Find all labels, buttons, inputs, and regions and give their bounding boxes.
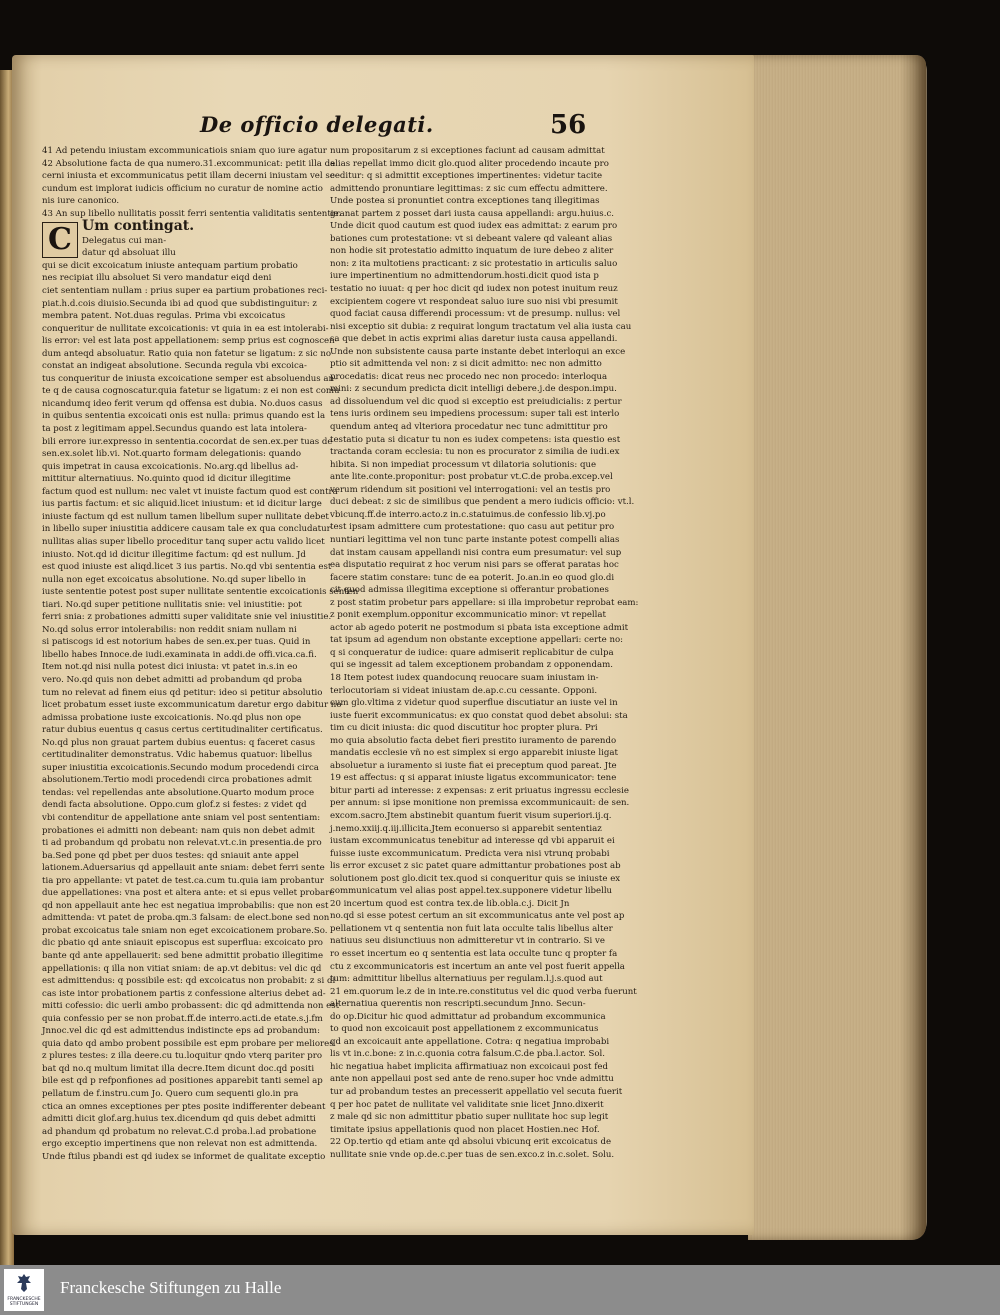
text-line: tur ad probandum testes an precesserit appellatio vel secuta fuerit <box>330 1087 623 1098</box>
text-line: lis vt in.c.bone: z in.c.quonia cotra falsum.C.de pba.l.actor. Sol. <box>330 1049 605 1060</box>
text-line: admitti dicit glof.arg.huius tex.dicendum qd quis debet admitti <box>42 1114 316 1125</box>
text-line: super iniustitia excoicationis.Secundo modum procedendi circa <box>42 762 319 773</box>
text-line: ferri snia: z probationes admitti super validitate snie vel iniustitie. <box>42 612 332 623</box>
text-line: z ponit exemplum.opponitur excommunicatio minor: vt repellat <box>330 610 607 621</box>
text-line: licet probatum esset iuste excommunicatum daretur ergo dabitur no <box>42 700 342 711</box>
text-line: nisi exceptio sit dubia: z requirat longum tractatum vel alia iusta cau <box>330 321 632 332</box>
text-line: cas iste intor probationem partis z confessione alterius debet ad- <box>42 988 326 999</box>
text-line: pellatum de f.instru.cum Jo. Quero cum sequenti glo.in pra <box>42 1089 299 1100</box>
text-line: tim cu dicit iniusta: dic quod discutitur hoc propter plura. Pri <box>330 723 598 734</box>
text-line: timitate ipsius appellationis quod non placet Hostien.nec Hof. <box>330 1124 600 1135</box>
text-line: membra patent. Not.duas regulas. Prima vbi excoicatus <box>42 311 286 322</box>
text-line: tens iuris ordinem seu impediens processum: super tali est interlo <box>330 409 620 420</box>
text-line: fuisse iuste excommunicatum. Predicta vera nisi vtrunq probabi <box>330 848 610 859</box>
text-line: testatio no iuuat: q per hoc dicit qd iudex non potest inuitum reuz <box>330 284 618 295</box>
text-line: z male qd sic non admittitur pbatio super nullitate hoc sup legit <box>330 1112 609 1123</box>
text-line: quod faciat causa differendi processum: vt de presump. nullus: vel <box>330 309 621 320</box>
text-line: procedatis: dicat reus nec procedo nec non procedo: interloqua <box>330 371 608 382</box>
text-line: solutionem post glo.dicit tex.quod si conqueritur quis se iniuste ex <box>330 873 621 884</box>
text-line: lis error excuset z sic patet quare admittantur probationes post ab <box>330 861 621 872</box>
text-line: est quod iniuste est aliqd.licet 3 ius partis. No.qd vbi sententia est <box>42 562 332 573</box>
text-line: dat instam causam appellandi nisi contra eum presumatur: vel sup <box>330 547 622 558</box>
text-line: admissa probatione iuste excoicationis. No.qd plus non ope <box>42 712 302 723</box>
text-line: piat.h.d.cois diuisio.Secunda ibi ad quod que subdistinguitur: z <box>42 298 317 309</box>
text-line: bili errore iur.expresso in sententia.cocordat de sen.ex.per tuas de <box>42 436 333 447</box>
text-line: 22 Op.tertio qd etiam ante qd absolui vbicunq erit excoicatus de <box>330 1137 612 1148</box>
left-text-column <box>42 145 359 1162</box>
text-line: Unde ftilus pbandi est qd iudex se informet de qualitate exceptio <box>42 1151 326 1162</box>
text-line: iustam excommunicatus tenebitur ad interesse qd vbi apparuit ei <box>330 836 615 847</box>
text-line: ergo exceptio impertinens que non relevat non est admittenda. <box>42 1139 318 1150</box>
text-line: ptio sit admittenda vel non: z si dicit admitto: nec non admitto <box>330 359 602 370</box>
running-head: De officio delegati. <box>200 112 434 137</box>
text-line: iniusto. Not.qd id dicitur illegitime factum: qd est nullum. Jd <box>42 549 306 560</box>
text-line: mitti cofessio: dic uerli ambo probassent: dic qd admittenda non est <box>42 1001 340 1012</box>
text-line: z plures testes: z illa deere.cu tu.loquitur qndo vterq pariter pro <box>42 1051 323 1062</box>
text-line: tum no relevat ad finem eius qd petitur: ideo si petitur absolutio <box>42 687 323 698</box>
text-line: Delegatus cui man- <box>82 235 167 246</box>
summary-line: nis iure canonico. <box>42 196 120 207</box>
text-line: nullitate snie vnde op.de.c.per tuas de sen.exco.z in.c.solet. Solu. <box>330 1149 615 1160</box>
text-line: probationes ei admitti non debeant: nam quis non debet admit <box>42 825 315 836</box>
text-line: 18 Item potest iudex quandocunq reuocare suam iniustam in- <box>330 672 599 683</box>
text-line: tat ipsum ad agendum non obstante exceptione appellari: certe no: <box>330 635 624 646</box>
text-line: conqueritur de nullitate excoicationis: vt quia in ea est intolerabi- <box>42 323 329 334</box>
text-line: absolutionem.Tertio modi procedendi circa probationes admit <box>42 775 312 786</box>
text-line: nulla non eget excoicatus absolutione. No.qd super libello in <box>42 574 307 585</box>
text-line: hibita. Si non impediat processum vt dilatoria solutionis: que <box>330 459 597 470</box>
text-line: admittendo pronuntiare legittimas: z sic cum effectu admittere. <box>330 183 608 194</box>
text-line: Unde postea si pronuntiet contra exceptiones tanq illegitimas <box>330 196 600 207</box>
text-line: sa que debet in actis exprimi alias daretur iusta causa appellandi. <box>330 334 618 345</box>
text-line: lis error: vel est lata post appellationem: semp prius est cognoscen- <box>42 336 338 347</box>
text-line: no.qd si esse potest certum an sit excommunicatus ante vel post ap <box>330 911 625 922</box>
text-line: ctu z excommunicatoris est incertum an ante vel post fuerit appella <box>330 961 625 972</box>
text-line: Jnnoc.vel dic qd est admittendus indistincte eps ad probandum: <box>42 1026 320 1037</box>
text-line: Item not.qd nisi nulla potest dici iniusta: vt patet in.s.in eo <box>42 662 298 673</box>
text-line: No.qd plus non grauat partem dubius euentus: q faceret casus <box>42 737 315 748</box>
text-line: to quod non excoicauit post appellationem z excommunicatus <box>330 1024 599 1035</box>
summary-line: cundum est implorat iudicis officium no curatur de nomine actio <box>42 183 323 194</box>
text-line: bante qd ante appellauerit: sed bene admittit probatio illegitime <box>42 951 324 961</box>
logo-caption: FRANCKESCHE STIFTUNGEN <box>7 1297 41 1307</box>
text-line: nicandumq ideo ferit verum qd offensa est dubia. No.duos casus <box>42 398 323 409</box>
text-line: q per hoc patet de nullitate vel validitate snie licet Jnno.dixerit <box>330 1099 604 1110</box>
text-line: in quibus sententia excoicati onis est nulla: primus quando est la <box>42 411 326 422</box>
text-line: per annum: si ipse monitione non premissa excommunicauit: de sen. <box>330 798 630 809</box>
text-line: quia confessio per se non probat.ff.de interro.acti.de etate.s.j.fm <box>42 1013 323 1024</box>
text-line: iuste sententie potest post super nullitate sententie excoicationis senten <box>42 587 359 598</box>
text-line: 21 em.quorum le.z de in inte.re.constitutus vel dic quod verba fuerunt <box>330 986 637 997</box>
incipit: Um contingat. <box>82 218 195 235</box>
text-line: nuntiari legittima vel non tunc parte instante potest compelli alias <box>330 534 620 545</box>
text-line: nes recipiat illu absoluet Si vero mandatur eiqd deni <box>42 273 272 284</box>
text-line: hic negatiua habet implicita affirmatiuaz non excoicaui post fed <box>330 1061 608 1072</box>
text-line: sen.ex.solet lib.vi. Not.quarto formam delegationis: quando <box>42 449 302 460</box>
text-line: ctica an omnes exceptiones per ptes posite indifferenter debeant <box>42 1101 326 1112</box>
text-line: tus conqueritur de iniusta excoicatione semper est absoluendus an- <box>42 373 337 384</box>
text-line: vbicunq.ff.de interro.acto.z in.c.statuimus.de confessio lib.vj.po <box>330 509 606 520</box>
text-line: tendas: vel repellendas ante absolutione.Quarto modum proce <box>42 787 315 798</box>
text-line: ad dissoluendum vel dic quod si exceptio est preiudicialis: z pertur <box>330 396 622 407</box>
text-line: cit quod admissa illegitima exceptione si offerantur probationes <box>330 585 609 596</box>
text-line: quis impetrat in causa excoicationis. No.arg.qd libellus ad- <box>42 461 299 472</box>
text-line: No.qd solus error intolerabilis: non reddit sniam nullam ni <box>42 624 297 635</box>
text-line: certitudinaliter demonstratus. Vdic habemus quatuor: libellus <box>42 750 313 761</box>
text-line: ba.Sed pone qd pbet per duos testes: qd sniauit ante appel <box>42 850 299 861</box>
text-line: ta post z legitimam appel.Secundus quando est lata intolera- <box>42 424 307 435</box>
text-line: num propositarum z si exceptiones faciunt ad causam admittat <box>330 146 605 156</box>
text-line: communicatum vel alias post appel.tex.supponere videtur libellu <box>330 886 613 897</box>
text-line: iuste fuerit excommunicatus: ex quo constat quod debet absolui: sta <box>330 710 628 721</box>
text-line: ti ad probandum qd probatu non relevat.vt.c.in presentia.de pro <box>42 838 322 849</box>
text-line: datur qd absoluat illu <box>82 248 176 259</box>
eagle-emblem-icon <box>16 1273 32 1293</box>
text-line: mini: z secundum predicta dicit intelligi debere.j.de despon.impu. <box>330 384 617 395</box>
text-line: bile est qd p refponfiones ad positiones apparebit tanti semel ap <box>42 1076 323 1087</box>
text-line: est admittendus: q possibile est: qd excoicatus non probabit: z si di <box>42 976 336 987</box>
institution-logo <box>4 1269 44 1311</box>
text-line: bationes cum protestatione: vt si debeant valere qd valeant alias <box>330 233 613 244</box>
text-line: 19 est affectus: q si apparat iniuste ligatus excommunicator: tene <box>330 773 617 784</box>
text-line: nullitas alias super libello proceditur tanq super actu valido licet <box>42 536 325 547</box>
text-line: te q de causa cognoscatur.quia fatetur se ligatum: z ei non est comu <box>42 386 340 397</box>
text-line: ea disputatio requirat z hoc verum nisi pars se offerat paratas hoc <box>330 560 619 571</box>
text-line: appellationis: q illa non vitiat sniam: de ap.vt debitus: vel dic qd <box>42 963 322 974</box>
text-line: iure impertinentium no admittendorum.hosti.dicit quod ista p <box>330 271 599 282</box>
text-line: z post statim probetur pars appellare: si illa improbetur reprobat eam: <box>330 597 639 608</box>
text-line: verum ridendum sit positioni vel interrogationi: vel an testis pro <box>330 484 611 495</box>
text-line: bitur parti ad interesse: z expensas: z erit priuatus ingressu ecclesie <box>330 785 629 796</box>
institution-name: Franckesche Stiftungen zu Halle <box>60 1278 282 1297</box>
text-line: admittenda: vt patet de proba.qm.3 falsam: de elect.bone sed non <box>42 913 330 924</box>
text-line: ius partis factum: et sic aliquid.licet iniustum: et id dicitur large <box>42 499 322 510</box>
text-line: j.nemo.xxiij.q.iij.illicita.Jtem econuerso si apparebit sententiaz <box>330 823 602 834</box>
text-line: dum anteqd absoluatur. Ratio quia non fatetur se ligatum: z sic no <box>42 348 332 359</box>
text-line: ratur dubius euentus q casus certus certitudinaliter certificatus. <box>42 725 323 736</box>
text-line: granat partem z posset dari iusta causa appellandi: argu.huius.c. <box>330 208 614 219</box>
page-fore-edge <box>748 55 926 1240</box>
text-line: mandatis ecclesie vñ no est simplex si ergo apparebit iniuste ligat <box>330 748 618 759</box>
text-line: pellationem vt q sententia non fuit lata occulte talis libellus alter <box>330 923 613 934</box>
text-line: alias repellat immo dicit glo.quod aliter procedendo incaute pro <box>330 158 609 169</box>
right-text-column <box>330 145 639 1160</box>
text-line: qui se ingessit ad talem exceptionem probandam z opponendam. <box>330 660 613 671</box>
text-line: q si conqueratur de iudice: quare admiserit replicabitur de culpa <box>330 647 614 658</box>
text-line: tia pro appellante: vt patet de test.ca.cum tu.quia iam probantur <box>42 875 324 886</box>
page-number: 56 <box>550 110 587 140</box>
text-line: vbi contenditur de appellatione ante sniam vel post sententiam: <box>42 812 321 823</box>
text-line: natiuus seu disiunctiuus non admitteretur vt in contrario. Si ve <box>330 936 605 947</box>
summary-line: 41 Ad petendu iniustam excommunicatiois sniam quo iure agatur <box>42 146 327 156</box>
text-line: quia dato qd ambo probent possibile est epm probare per meliores <box>42 1038 334 1049</box>
text-line: qd an excoicauit ante appellatione. Cotra: q negatiua improbabi <box>330 1036 610 1047</box>
text-line: vero. No.qd quis non debet admitti ad probandum qd proba <box>42 674 303 685</box>
text-line: ceditur: q si admittit exceptiones impertinentes: videtur tacite <box>330 171 603 182</box>
text-line: probat excoicatus tale sniam non eget excoicationem probare.So. <box>42 925 328 936</box>
text-line: cum glo.vltima z videtur quod superflue discutiatur an iuste vel in <box>330 698 618 709</box>
text-line: factum quod est nullum: nec valet vt inuiste factum quod est contra <box>42 486 338 497</box>
text-line: excom.sacro.Jtem abstinebit quantum fuerit visum superiori.ij.q. <box>330 810 612 821</box>
text-line: iniuste factum qd est nullum tamen libellum super nullitate debet <box>42 511 329 522</box>
text-line: libello habes Innoce.de iudi.examinata in addi.de offi.vica.ca.fi. <box>42 649 317 660</box>
text-line: si patiscogs id est notorium habes de sen.ex.per tuas. Quid in <box>42 637 311 648</box>
text-line: tractanda coram ecclesia: tu non es procurator z similia de iudi.ex <box>330 447 620 458</box>
text-line: absoluetur a iuramento si iuste fiat ei preceptum quod pareat. Jte <box>330 760 617 771</box>
text-line: test ipsam admittere cum protestatione: quo casu aut petitur pro <box>330 522 615 533</box>
text-line: tum: admittitur libellus alternatiuus per regulam.l.j.s.quod aut <box>330 974 603 985</box>
text-line: ante lite.conte.proponitur: post probatur vt.C.de proba.excep.vel <box>330 472 613 483</box>
text-line: 20 incertum quod est contra tex.de lib.obla.c.j. Dicit Jn <box>330 898 570 909</box>
text-line: duci debeat: z sic de similibus que pendent a mero iudicis officio: vt.l. <box>330 497 635 508</box>
text-line: lationem.Aduersarius qd appellauit ante sniam: debet ferri sente <box>42 863 325 874</box>
text-line: ciet sententiam nullam : prius super ea partium probationes reci- <box>42 286 328 297</box>
text-line: dendi facta absolutione. Oppo.cum glof.z si festes: z videt qd <box>42 800 307 811</box>
drop-cap: C <box>42 222 78 258</box>
text-line: qui se dicit excoicatum iniuste antequam partium probatio <box>42 260 298 271</box>
text-line: mittitur alternatiuus. No.quinto quod id dicitur illegitime <box>42 474 291 485</box>
summary-line: cerni iniusta et excommunicatus petit illam decerni iniustam vel se- <box>42 171 338 182</box>
text-line: mo quia absolutio facta debet fieri prestito iuramento de parendo <box>330 735 617 746</box>
text-line: terlocutoriam si videat iniustam de.ap.c.cu cessante. Opponi. <box>330 685 598 696</box>
text-line: ro esset incertum eo q sententia est lata occulte tunc q propter fa <box>330 949 618 959</box>
text-line: ad phandum qd probatum no relevat.C.d proba.l.ad probatione <box>42 1126 317 1137</box>
text-line: dic pbatio qd ante sniauit episcopus est superflua: excoicato pro <box>42 938 323 949</box>
text-line: Unde dicit quod cautum est quod iudex eas admittat: z earum pro <box>330 221 618 232</box>
text-line: qd non appellauit ante hec est negatiua improbabilis: que non est <box>42 900 329 911</box>
text-line: Unde non subsistente causa parte instante debet interloqui an exce <box>330 346 626 357</box>
text-line: tiari. No.qd super petitione nullitatis snie: vel iniustitie: pot <box>42 599 302 610</box>
text-line: in libello super iniustitia addicere causam tale ex qua concludatur <box>42 524 331 535</box>
text-line: excipientem cogere vt respondeat saluo iure suo nisi vbi presumit <box>330 296 618 307</box>
summary-line: 42 Absolutione facta de qua numero.31.excommunicat: petit illa de <box>42 158 336 169</box>
text-line: ante non appellaui post sed ante de reno.super hoc vnde admittu <box>330 1074 614 1085</box>
text-line: alternatiua querentis non rescripti.secundum Jnno. Secun- <box>330 999 586 1010</box>
footer-bar <box>0 1265 1000 1315</box>
text-line: quendum anteq ad vlteriora procedatur nec tunc admittitur pro <box>330 422 608 433</box>
text-line: non: z ita multotiens practicant: z sic protestatio in articulis saluo <box>330 258 618 269</box>
text-line: facere statim constare: tunc de ea poterit. Jo.an.in eo quod glo.di <box>330 572 615 583</box>
text-line: do op.Dicitur hic quod admittatur ad probandum excommunica <box>330 1011 606 1022</box>
text-line: non hodie sit protestatio admitto inquatum de iure debeo z aliter <box>330 246 614 257</box>
text-line: due appellationes: vna post et altera ante: et si epus vellet probare <box>42 888 335 899</box>
text-line: actor ab agedo poterit ne postmodum si pbata ista exceptione admit <box>330 622 629 633</box>
text-line: bat qd no.q multum limitat illa decre.Item dicunt doc.qd positi <box>42 1063 315 1074</box>
text-line: testatio puta si dicatur tu non es iudex competens: ista questio est <box>330 434 621 445</box>
text-line: constat an indigeat absolutione. Secunda regula vbi excoica- <box>42 361 307 372</box>
summary-line: 43 An sup libello nullitatis possit ferri sententia validitatis sententie. <box>42 208 342 219</box>
